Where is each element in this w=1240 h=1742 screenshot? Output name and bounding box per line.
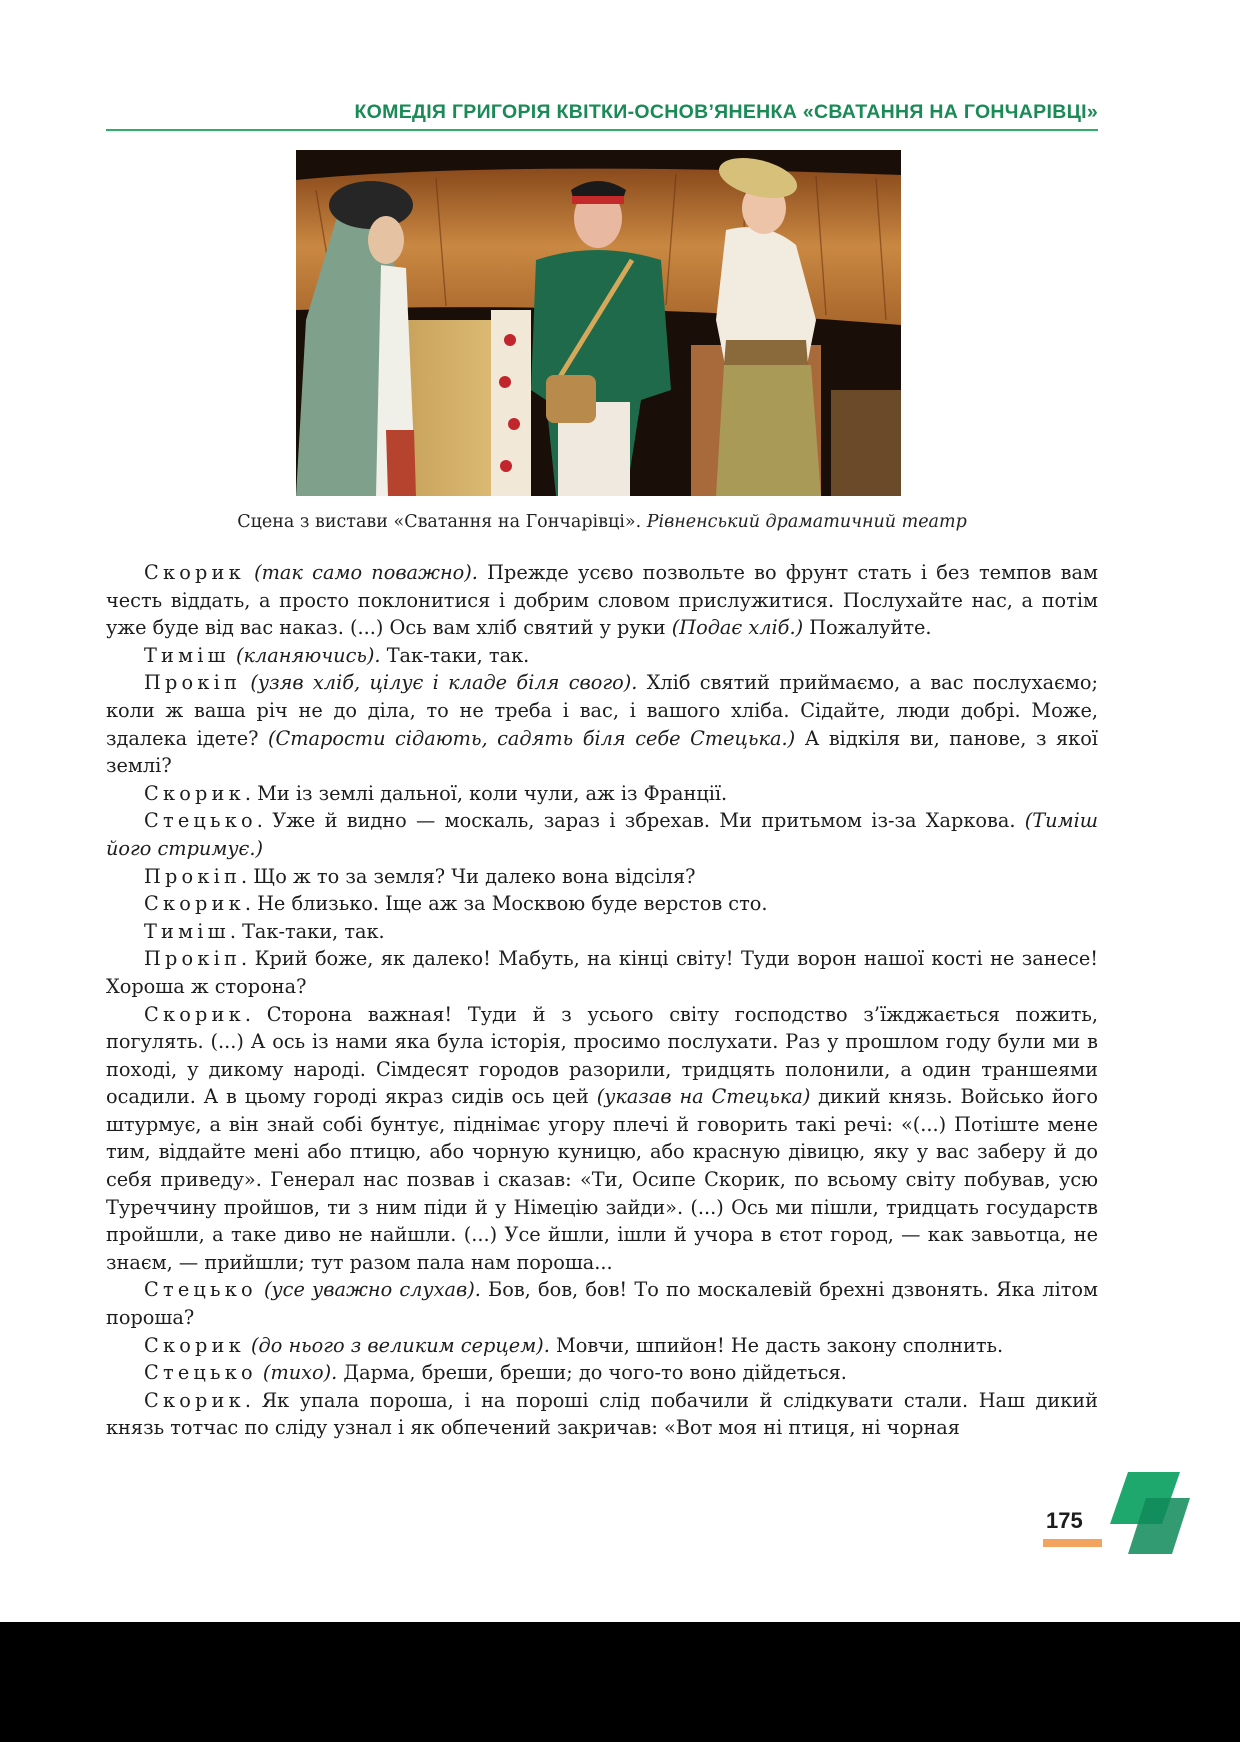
page-number-bar: [1043, 1539, 1102, 1547]
speaker-name: Стецько: [144, 1361, 257, 1385]
page-number: 175: [1046, 1508, 1083, 1533]
speaker-name: Скорик: [144, 1388, 245, 1412]
stage-direction: (Тиміш його стримує.): [106, 809, 1098, 860]
paragraph: [106, 669, 1098, 779]
stage-direction: (Подає хліб.): [671, 616, 804, 640]
caption-main: Сцена з вистави «Сватання на Гончарівці».: [237, 512, 647, 532]
stage-direction: (кланяючись).: [229, 643, 381, 667]
paragraph: [106, 945, 1098, 1000]
line-text: Мовчи, шпийон! Не дасть закону сполнить.: [549, 1333, 1004, 1357]
caption-italic: Рівненський драматичний театр: [646, 512, 967, 532]
line-text: . Ми із землі дальної, коли чули, аж із Франції.: [244, 781, 728, 805]
speaker-name: Скорик: [144, 1002, 245, 1026]
stage-direction: (Старости сідають, садять біля себе Стецька.): [268, 726, 796, 750]
line-text: Хліб святий приймаємо, а вас послухаємо; коли ж ваша річ не до діла, то не треба і вас, і вашого хліба. Сідайте, люди добрі. Може, здалека ідете?: [106, 671, 1098, 750]
speaker-name: Скорик: [144, 892, 245, 916]
line-text: . Уже й видно — москаль, зараз і збрехав. Ми притьмом із-за Харкова.: [256, 809, 1025, 833]
speaker-name: Прокіп: [144, 947, 242, 971]
speaker-name: Скорик: [144, 1333, 245, 1357]
paragraph: [106, 1276, 1098, 1331]
speaker-name: Прокіп: [144, 671, 242, 695]
speaker-name: Прокіп: [144, 864, 242, 888]
speaker-name: Скорик: [144, 781, 245, 805]
paragraph: [106, 807, 1098, 862]
line-text: . Так-таки, так.: [229, 919, 385, 943]
speaker-name: Стецько: [144, 809, 257, 833]
stage-direction: (до нього з великим серцем).: [244, 1333, 550, 1357]
stage-direction: (указав на Стецька): [596, 1085, 811, 1109]
speaker-name: Скорик: [144, 561, 245, 584]
line-text: Бов, бов, бов! То по москалевій брехні дзвонять. Яка літом пороша?: [106, 1278, 1099, 1330]
line-text: . Крий боже, як далеко! Мабуть, на кінці світу! Туди ворон нашої кості не занесе! Хороша ж сторона?: [106, 947, 1098, 998]
speaker-name: Стецько: [144, 1278, 257, 1302]
photo-caption: [106, 512, 1098, 532]
line-text: . Сторона важная! Туди й з усього світу господство з’їжджається пожить, погулять. (...) А ось із нами яка була історія, просимо послухати. Раз у прошлом году були ми в поході, у дикому народі. Сімдесят городов разорили, тридцять полонили, а один траншеями осадили. А в цьому городі якраз сидів ось цей: [106, 1002, 1098, 1109]
stage-direction: (усе уважно слухав).: [256, 1278, 481, 1302]
paragraph: [106, 1001, 1098, 1277]
stage-direction: (тихо).: [256, 1361, 338, 1385]
line-text: Пожалуйте.: [803, 616, 932, 640]
line-text: . Як упала пороша, і на пороші слід побачили й слідкувати стали. Наш дикий князь тотчас по сліду узнал і як обпечений закричав: «Вот моя ні птиця, ні чорная: [106, 1388, 1098, 1440]
stage-direction: (узяв хліб, цілує і кладе біля свого).: [241, 671, 638, 695]
play-text: [106, 559, 1098, 1442]
line-text: Так-таки, так.: [380, 643, 530, 667]
paragraph: [106, 780, 1098, 808]
running-header: КОМЕДІЯ ГРИГОРІЯ КВІТКИ-ОСНОВ’ЯНЕНКА «СВАТАННЯ НА ГОНЧАРІВЦІ»: [354, 101, 1098, 123]
paragraph: [106, 890, 1098, 918]
paragraph: [106, 1359, 1098, 1387]
paragraph: [106, 1387, 1098, 1442]
paragraph: [106, 1332, 1098, 1360]
speaker-name: Тиміш: [144, 919, 230, 943]
speaker-name: Тиміш: [144, 643, 230, 667]
line-text: . Що ж то за земля? Чи далеко вона відсіля?: [241, 864, 696, 888]
line-text: дикий князь. Войсько його штурмує, а він знай собі бунтує, піднімає угору плечі й говорить такі речі: «(...) Потіште мене тим, віддайте мені або птицю, або чорную куницю, або красную дівицю, яку у вас заберу й до себя приведу». Генерал нас позвав і сказав: «Ти, Осипе Скорик, по всьому світу побував, усю Туреччину пройшов, ти з ним піди й у Німецію зайди». (...) Ось ми пішли, тридцать государств пройшли, а таке диво не найшли. (...) Усе йшли, ішли й учора в єтот город, — как завьотца, не знаєм, — прийшли; тут разом пала нам пороша...: [106, 1085, 1098, 1274]
paragraph: [106, 863, 1098, 891]
header-rule: [106, 129, 1098, 131]
line-text: А відкіля ви, панове, з якої землі?: [106, 726, 1098, 778]
paragraph: [106, 642, 1098, 670]
corner-decoration: [1110, 1468, 1190, 1554]
theatre-scene-photo: [296, 150, 901, 496]
line-text: Прежде усєво позвольте во фрунт стать і без темпов вам честь віддать, а просто поклонитися і добрим словом прислужитися. Послухайте нас, а потім уже буде від вас наказ. (...) Ось вам хліб святий у руки: [106, 561, 1098, 640]
stage-direction: (так само поважно).: [244, 561, 478, 584]
paragraph: [106, 918, 1098, 946]
line-text: . Не близько. Іще аж за Москвою буде верстов сто.: [244, 892, 768, 916]
paragraph: [106, 559, 1098, 642]
line-text: Дарма, бреши, бреши; до чого-то воно дійдеться.: [337, 1361, 847, 1385]
